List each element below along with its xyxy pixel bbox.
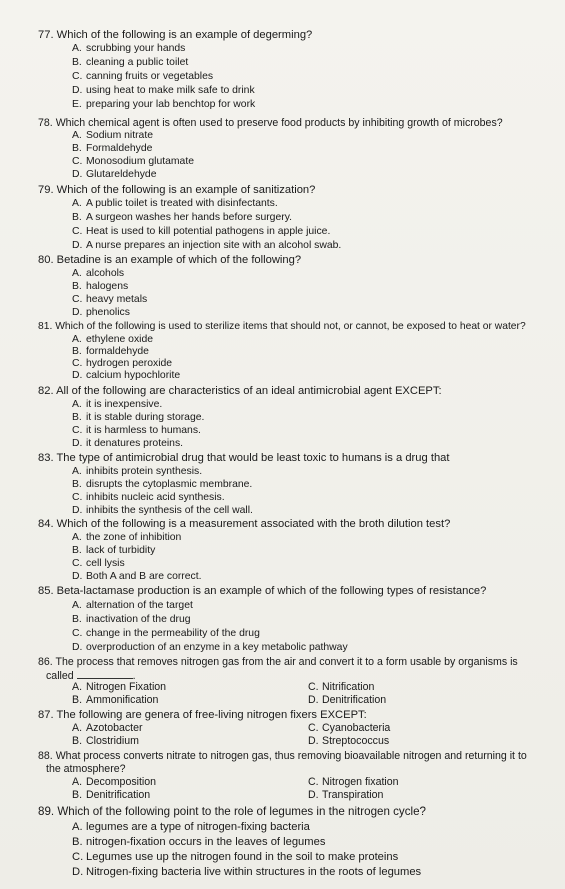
question-80: 80. Betadine is an example of which of the following? — [38, 254, 302, 266]
q77-option-b: B. cleaning a public toilet — [72, 57, 189, 68]
q81-option-c: C. hydrogen peroxide — [72, 358, 173, 369]
q82-option-d: D. it denatures proteins. — [72, 438, 184, 449]
question-88: 88. What process converts nitrate to nitrogen gas, thus removing bioavailable nitrogen and returning it to — [38, 750, 527, 762]
q84-option-b: B. lack of turbidity — [72, 545, 156, 556]
q88-option-d: D. Transpiration — [308, 789, 384, 801]
q81-option-a: A. ethylene oxide — [72, 334, 154, 345]
q89-option-d: D. Nitrogen-fixing bacteria live within structures in the roots of legumes — [72, 866, 422, 878]
question-79: 79. Which of the following is an example of sanitization? — [38, 184, 316, 196]
q83-option-d: D. inhibits the synthesis of the cell wall. — [72, 505, 253, 516]
q89-option-b: B. nitrogen-fixation occurs in the leaves of legumes — [72, 836, 326, 848]
q82-option-b: B. it is stable during storage. — [72, 412, 205, 423]
q85-option-b: B. inactivation of the drug — [72, 614, 191, 625]
q79-option-c: C. Heat is used to kill potential pathogens in apple juice. — [72, 226, 331, 237]
q87-option-d: D. Streptococcus — [308, 735, 390, 747]
question-84: 84. Which of the following is a measurement associated with the broth dilution test? — [38, 518, 451, 530]
question-83: 83. The type of antimicrobial drug that would be least toxic to humans is a drug that — [38, 452, 450, 464]
q78-option-c: C. Monosodium glutamate — [72, 156, 195, 167]
q89-option-c: C. Legumes use up the nitrogen found in the soil to make proteins — [72, 851, 399, 863]
q84-option-c: C. cell lysis — [72, 558, 125, 569]
q88-option-b: B. Denitrification — [72, 789, 151, 801]
q85-option-d: D. overproduction of an enzyme in a key metabolic pathway — [72, 642, 348, 653]
question-86-line-2: called . — [46, 670, 136, 682]
q80-option-c: C. heavy metals — [72, 294, 148, 305]
q85-option-a: A. alternation of the target — [72, 600, 193, 611]
question-89: 89. Which of the following point to the role of legumes in the nitrogen cycle? — [38, 805, 426, 818]
q78-option-a: A. Sodium nitrate — [72, 130, 153, 141]
q86-option-c: C. Nitrification — [308, 681, 375, 693]
q83-option-b: B. disrupts the cytoplasmic membrane. — [72, 479, 253, 490]
q87-option-a: A. Azotobacter — [72, 722, 143, 734]
q80-option-b: B. halogens — [72, 281, 129, 292]
q86-option-b: B. Ammonification — [72, 694, 159, 706]
question-87: 87. The following are genera of free-living nitrogen fixers EXCEPT: — [38, 709, 367, 721]
q89-option-a: A. legumes are a type of nitrogen-fixing bacteria — [72, 821, 310, 833]
q77-option-a: A. scrubbing your hands — [72, 43, 186, 54]
question-88-line-2: the atmosphere? — [46, 763, 126, 775]
q87-option-b: B. Clostridium — [72, 735, 139, 747]
q80-option-a: A. alcohols — [72, 268, 125, 279]
q88-option-c: C. Nitrogen fixation — [308, 776, 399, 788]
q84-option-d: D. Both A and B are correct. — [72, 571, 202, 582]
q77-option-c: C. canning fruits or vegetables — [72, 71, 214, 82]
q78-option-b: B. Formaldehyde — [72, 143, 153, 154]
q86-option-d: D. Denitrification — [308, 694, 387, 706]
question-77: 77. Which of the following is an example of degerming? — [38, 29, 313, 41]
q88-option-a: A. Decomposition — [72, 776, 157, 788]
question-85: 85. Beta-lactamase production is an example of which of the following types of resistance? — [38, 585, 487, 597]
q87-option-c: C. Cyanobacteria — [308, 722, 391, 734]
q86-option-a: A. Nitrogen Fixation — [72, 681, 167, 693]
question-82: 82. All of the following are characteristics of an ideal antimicrobial agent EXCEPT: — [38, 385, 442, 397]
q83-option-a: A. inhibits protein synthesis. — [72, 466, 203, 477]
q81-option-d: D. calcium hypochlorite — [72, 370, 181, 381]
answer-blank — [77, 669, 133, 679]
q82-option-c: C. it is harmless to humans. — [72, 425, 201, 436]
q85-option-c: C. change in the permeability of the drug — [72, 628, 260, 639]
q82-option-a: A. it is inexpensive. — [72, 399, 163, 410]
q78-option-d: D. Glutareldehyde — [72, 169, 157, 180]
question-86: 86. The process that removes nitrogen gas from the air and convert it to a form usable by organisms is — [38, 656, 518, 668]
q83-option-c: C. inhibits nucleic acid synthesis. — [72, 492, 225, 503]
q84-option-a: A. the zone of inhibition — [72, 532, 182, 543]
q79-option-d: D. A nurse prepares an injection site with an alcohol swab. — [72, 240, 342, 251]
question-81: 81. Which of the following is used to sterilize items that should not, or cannot, be exposed to heat or water? — [38, 321, 526, 332]
q79-option-a: A. A public toilet is treated with disinfectants. — [72, 198, 278, 209]
q80-option-d: D. phenolics — [72, 307, 130, 318]
q77-option-d: D. using heat to make milk safe to drink — [72, 85, 255, 96]
q79-option-b: B. A surgeon washes her hands before surgery. — [72, 212, 293, 223]
question-78: 78. Which chemical agent is often used to preserve food products by inhibiting growth of microbes? — [38, 117, 503, 129]
q81-option-b: B. formaldehyde — [72, 346, 149, 357]
q77-option-e: E. preparing your lab benchtop for work — [72, 99, 256, 110]
